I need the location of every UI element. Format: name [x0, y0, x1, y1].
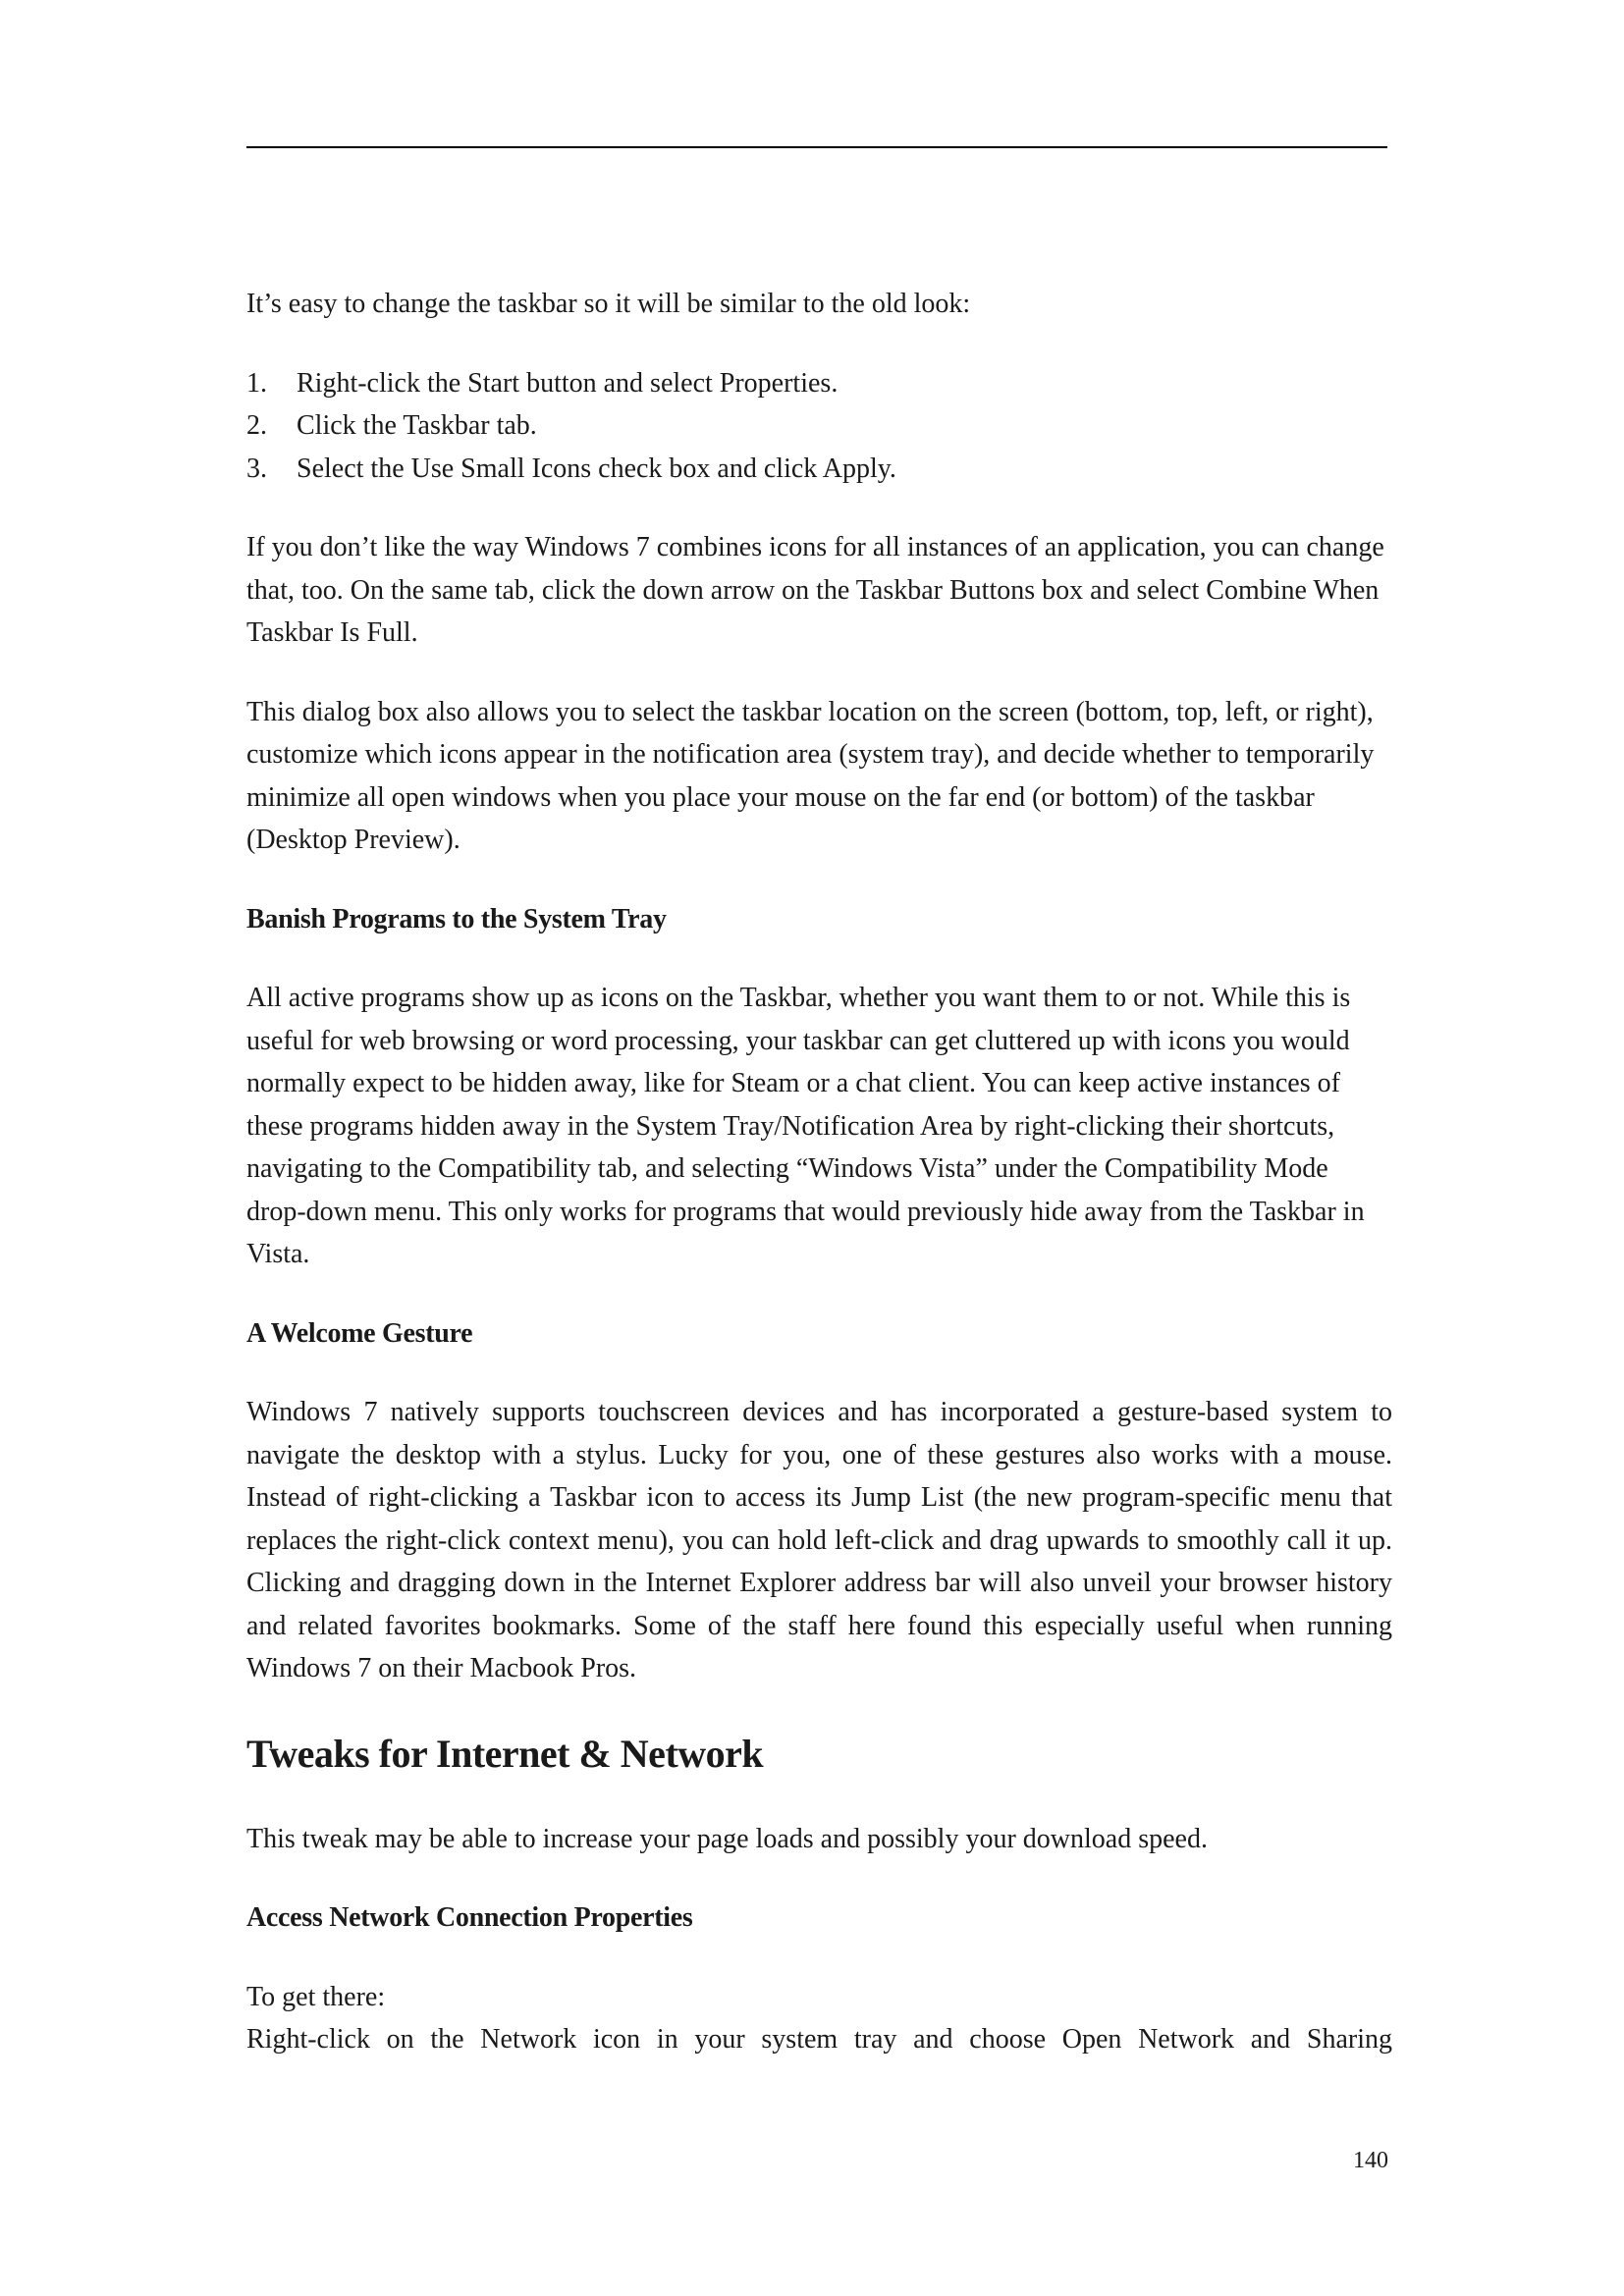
list-text: Select the Use Small Icons check box and click Apply. [297, 453, 896, 484]
banish-paragraph: All active programs show up as icons on the Taskbar, whether you want them to or not. While this is useful for web browsing or word processing, your taskbar can get cluttered up with icons you would normally expect to be hidden away, like for Steam or a chat client. You can keep active instances of these programs hidden away in the System Tray/Notification Area by right-clicking their shortcuts, navigating to the Compatibility tab, and selecting “Windows Vista” under the Compatibility Mode drop-down menu. This only works for programs that would previously hide away from the Taskbar in Vista. [246, 983, 1365, 1269]
list-number: 3. [246, 453, 267, 484]
gesture-paragraph: Windows 7 natively supports touchscreen devices and has incorporated a gesture-based system to navigate the desktop with a stylus. Lucky for you, one of these gestures also works with a mouse. Instead of right-clicking a Taskbar icon to access its Jump List (the new program-specific menu that replaces the right-click context menu), you can hold left-click and drag upwards to smoothly call it up. Clicking and dragging down in the Internet Explorer address bar will also unveil your browser history and related favorites bookmarks. Some of the staff here found this especially useful when running Windows 7 on their Macbook Pros. [246, 1397, 1392, 1683]
to-get-there-text: To get there: [246, 1981, 386, 2012]
page-body [246, 283, 1392, 2061]
combine-paragraph: If you don’t like the way Windows 7 combines icons for all instances of an application, you can change that, too. On the same tab, click the down arrow on the Taskbar Buttons box and select Combine When Taskbar Is Full. [246, 532, 1384, 648]
tweak-paragraph: This tweak may be able to increase your page loads and possibly your download speed. [246, 1823, 1208, 1854]
intro-paragraph: It’s easy to change the taskbar so it will be similar to the old look: [246, 289, 971, 319]
page-number: 140 [1353, 2148, 1388, 2173]
header-rule [246, 146, 1387, 148]
list-item [246, 404, 1392, 448]
rightclick-paragraph: Right-click on the Network icon in your system tray and choose Open Network and Sharing [246, 2024, 1392, 2055]
list-number: 2. [246, 410, 267, 441]
section-title: Tweaks for Internet & Network [246, 1731, 764, 1776]
list-number: 1. [246, 367, 267, 399]
dialog-paragraph: This dialog box also allows you to select the taskbar location on the screen (bottom, top, left, or right), customize which icons appear in the notification area (system tray), and decide whether to temporarily minimize all open windows when you place your mouse on the far end (or bottom) of the taskbar (Desktop Preview). [246, 696, 1375, 855]
gesture-heading: A Welcome Gesture [246, 1317, 473, 1349]
banish-heading: Banish Programs to the System Tray [246, 903, 667, 934]
list-text: Click the Taskbar tab. [297, 410, 537, 441]
list-item [246, 362, 1392, 405]
list-item [246, 448, 1392, 491]
list-text: Right-click the Start button and select Properties. [297, 367, 839, 399]
steps-list [246, 362, 1392, 491]
access-heading: Access Network Connection Properties [246, 1902, 693, 1933]
